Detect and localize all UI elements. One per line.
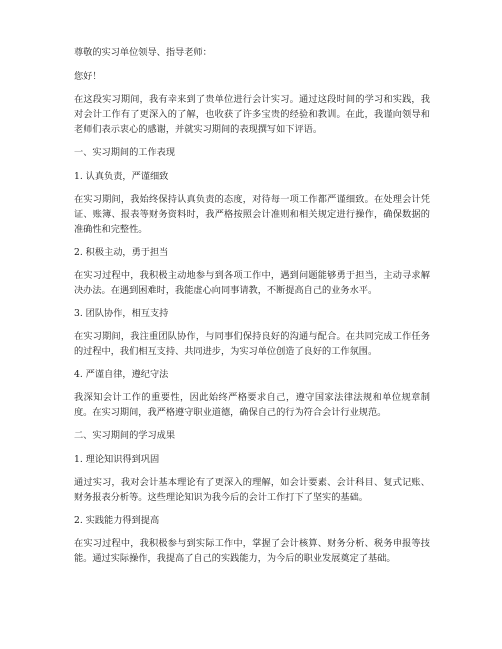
item-title: 3. 团队协作，相互支持 — [74, 308, 169, 319]
item-title: 2. 积极主动，勇于担当 — [74, 247, 169, 258]
item-body: 通过实习，我对会计基本理论有了更深入的理解，如会计要素、会计科目、复式记账、财务报表分析等。这些理论知识为我今后的会计工作打下了坚实的基础。 — [74, 477, 430, 503]
item-body: 在实习过程中，我积极参与到实际工作中，掌握了会计核算、财务分析、税务申报等技能。通过实际操作，我提高了自己的实践能力，为今后的职业发展奠定了基础。 — [74, 538, 430, 564]
item-body: 在实习期间，我注重团队协作，与同事们保持良好的沟通与配合。在共同完成工作任务的过程中，我们相互支持、共同进步，为实习单位创造了良好的工作氛围。 — [74, 331, 430, 357]
item-body: 在实习过程中，我积极主动地参与到各项工作中，遇到问题能够勇于担当，主动寻求解决办法。在遇到困难时，我能虚心向同事请教，不断提高自己的业务水平。 — [74, 270, 430, 296]
document-body — [74, 44, 430, 566]
section-heading-learning-results: 二、实习期间的学习成果 — [74, 430, 176, 441]
item-title: 2. 实践能力得到提高 — [74, 515, 160, 526]
item-title: 1. 理论知识得到巩固 — [74, 454, 160, 465]
item-title: 4. 严谨自律，遵纪守法 — [74, 369, 169, 380]
item-body: 在实习期间，我始终保持认真负责的态度，对待每一项工作都严谨细致。在处理会计凭证、账簿、报表等财务资料时，我严格按照会计准则和相关规定进行操作，确保数据的准确性和完整性。 — [74, 194, 430, 235]
greeting: 您好！ — [74, 71, 102, 82]
intro-paragraph: 在这段实习期间，我有幸来到了贵单位进行会计实习。通过这段时间的学习和实践，我对会计工作有了更深入的了解，也收获了许多宝贵的经验和教训。在此，我谨向领导和老师们表示衷心的感谢，并就实习期间的表现撰写如下评语。 — [74, 94, 430, 135]
item-title: 1. 认真负责，严谨细致 — [74, 171, 169, 182]
item-body: 我深知会计工作的重要性，因此始终严格要求自己，遵守国家法律法规和单位规章制度。在实习期间，我严格遵守职业道德，确保自己的行为符合会计行业规范。 — [74, 392, 430, 418]
section-heading-work-performance: 一、实习期间的工作表现 — [74, 147, 176, 158]
salutation: 尊敬的实习单位领导、指导老师： — [74, 47, 212, 58]
